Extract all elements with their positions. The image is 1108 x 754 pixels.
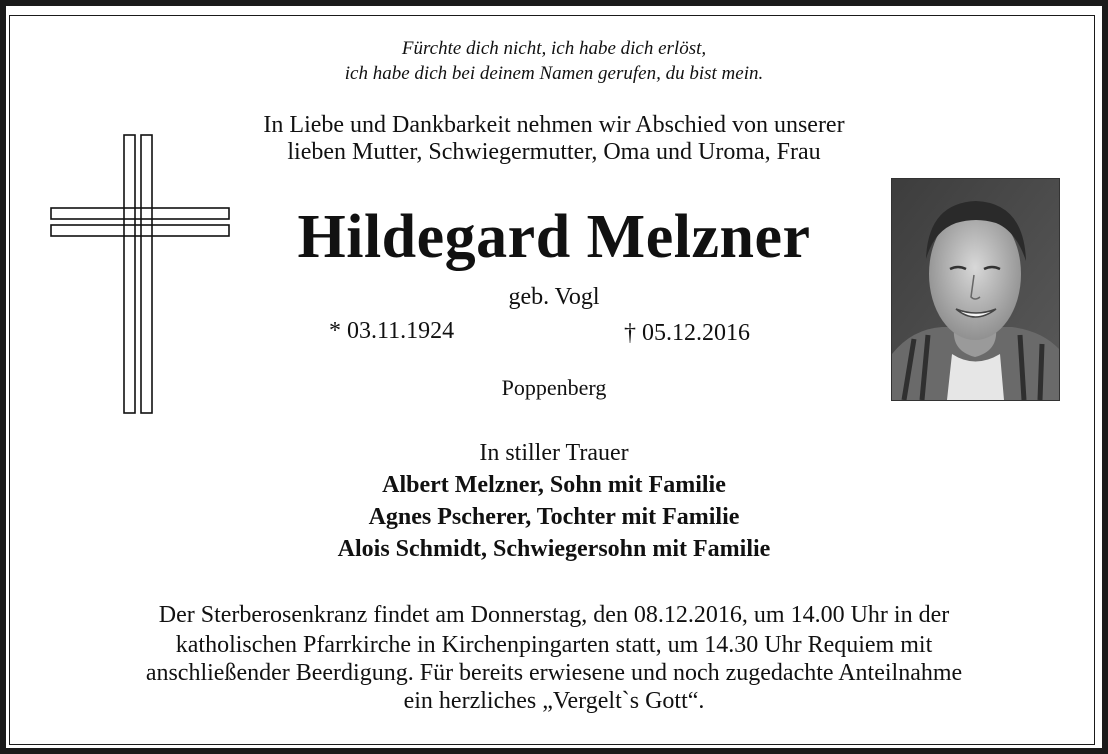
mourner-family-1: Albert Melzner, Sohn mit Familie [382, 472, 726, 498]
birth-name: geb. Vogl [508, 284, 600, 310]
notice-line-2: katholischen Pfarrkirche in Kirchenpingarten statt, um 14.30 Uhr Requiem mit [175, 632, 933, 658]
verse-line-2: ich habe dich bei deinem Namen gerufen, du bist mein. [344, 63, 764, 84]
deceased-name: Hildegard Melzner [297, 203, 811, 271]
mourner-family-3: Alois Schmidt, Schwiegersohn mit Familie [337, 536, 771, 562]
intro-line-1: In Liebe und Dankbarkeit nehmen wir Abschied von unserer [263, 112, 845, 138]
mourner-family-2: Agnes Pscherer, Tochter mit Familie [368, 504, 740, 530]
cross-icon [50, 134, 232, 416]
birth-date: * 03.11.1924 [329, 318, 455, 344]
mourning-heading: In stiller Trauer [479, 440, 629, 466]
death-date: † 05.12.2016 [624, 320, 750, 346]
notice-line-3: anschließender Beerdigung. Für bereits erwiesene und noch zugedachte Anteilnahme [145, 660, 963, 686]
place-name: Poppenberg [501, 375, 607, 400]
intro-line-2: lieben Mutter, Schwiegermutter, Oma und Uroma, Frau [287, 139, 821, 165]
verse-line-1: Fürchte dich nicht, ich habe dich erlöst, [401, 38, 707, 59]
notice-line-1: Der Sterberosenkranz findet am Donnerstag, den 08.12.2016, um 14.00 Uhr in der [158, 602, 950, 628]
portrait-photo [891, 178, 1060, 401]
notice-line-4: ein herzliches „Vergelt`s Gott“. [403, 688, 705, 714]
